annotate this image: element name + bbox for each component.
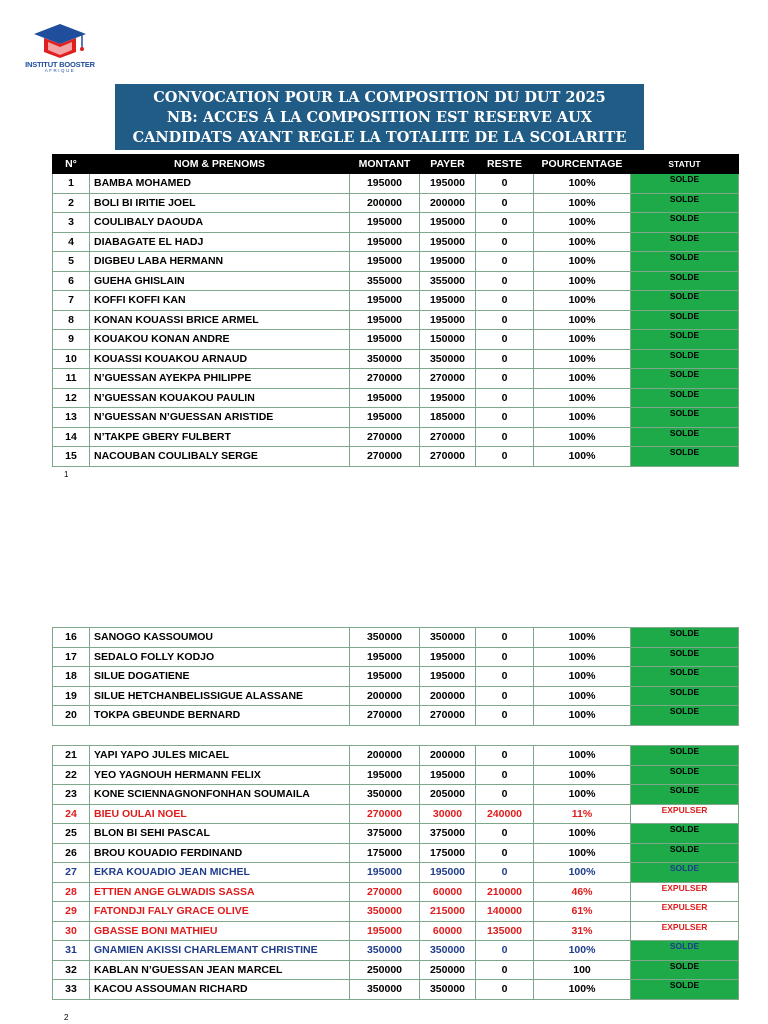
header-number: N°: [53, 155, 90, 174]
statut-cell: SOLDE: [631, 746, 739, 766]
montant-cell: 195000: [350, 232, 420, 252]
pourcentage-cell: 100%: [534, 271, 631, 291]
candidate-name-cell: SANOGO KASSOUMOU: [90, 628, 350, 648]
pourcentage-cell: 100%: [534, 765, 631, 785]
row-number-cell: 26: [53, 843, 90, 863]
reste-cell: 0: [476, 388, 534, 408]
statut-cell: SOLDE: [631, 310, 739, 330]
montant-cell: 195000: [350, 174, 420, 194]
candidate-name-cell: YAPI YAPO JULES MICAEL: [90, 746, 350, 766]
pourcentage-cell: 100%: [534, 447, 631, 467]
statut-cell: SOLDE: [631, 427, 739, 447]
candidate-name-cell: BAMBA MOHAMED: [90, 174, 350, 194]
pourcentage-cell: 46%: [534, 882, 631, 902]
statut-cell: SOLDE: [631, 388, 739, 408]
montant-cell: 270000: [350, 882, 420, 902]
table-row: [53, 960, 739, 980]
reste-cell: 0: [476, 980, 534, 1000]
reste-cell: 0: [476, 785, 534, 805]
table-row: [53, 921, 739, 941]
candidate-name-cell: GBASSE BONI MATHIEU: [90, 921, 350, 941]
statut-cell: SOLDE: [631, 349, 739, 369]
row-number-cell: 21: [53, 746, 90, 766]
candidate-name-cell: BIEU OULAI NOEL: [90, 804, 350, 824]
pourcentage-cell: 100%: [534, 388, 631, 408]
statut-cell: SOLDE: [631, 706, 739, 726]
payer-cell: 270000: [420, 447, 476, 467]
candidate-name-cell: KACOU ASSOUMAN RICHARD: [90, 980, 350, 1000]
table-row: [53, 804, 739, 824]
reste-cell: 0: [476, 706, 534, 726]
statut-cell: SOLDE: [631, 369, 739, 389]
reste-cell: 135000: [476, 921, 534, 941]
table-row: [53, 824, 739, 844]
reste-cell: 0: [476, 447, 534, 467]
candidate-name-cell: COULIBALY DAOUDA: [90, 213, 350, 233]
row-number-cell: 25: [53, 824, 90, 844]
pourcentage-cell: 100%: [534, 706, 631, 726]
candidate-name-cell: N’GUESSAN AYEKPA PHILIPPE: [90, 369, 350, 389]
payer-cell: 30000: [420, 804, 476, 824]
pourcentage-cell: 100%: [534, 252, 631, 272]
table-header-row: [53, 155, 739, 174]
pourcentage-cell: 100%: [534, 213, 631, 233]
candidate-name-cell: BROU KOUADIO FERDINAND: [90, 843, 350, 863]
montant-cell: 195000: [350, 863, 420, 883]
page-number: 1: [64, 470, 69, 479]
reste-cell: 0: [476, 193, 534, 213]
candidate-name-cell: NACOUBAN COULIBALY SERGE: [90, 447, 350, 467]
statut-cell: SOLDE: [631, 628, 739, 648]
montant-cell: 195000: [350, 252, 420, 272]
payer-cell: 200000: [420, 746, 476, 766]
logo-brand-text: INSTITUT BOOSTER: [25, 60, 95, 69]
table-row: [53, 310, 739, 330]
pourcentage-cell: 100%: [534, 647, 631, 667]
montant-cell: 270000: [350, 804, 420, 824]
payer-cell: 195000: [420, 174, 476, 194]
payer-cell: 175000: [420, 843, 476, 863]
table-row: [53, 213, 739, 233]
reste-cell: 0: [476, 408, 534, 428]
statut-cell: SOLDE: [631, 960, 739, 980]
statut-cell: SOLDE: [631, 252, 739, 272]
montant-cell: 350000: [350, 941, 420, 961]
row-number-cell: 9: [53, 330, 90, 350]
table-row: [53, 291, 739, 311]
statut-cell: SOLDE: [631, 667, 739, 687]
statut-cell: SOLDE: [631, 232, 739, 252]
candidate-name-cell: KABLAN N’GUESSAN JEAN MARCEL: [90, 960, 350, 980]
statut-cell: SOLDE: [631, 213, 739, 233]
montant-cell: 200000: [350, 193, 420, 213]
table-row: [53, 980, 739, 1000]
reste-cell: 0: [476, 628, 534, 648]
montant-cell: 200000: [350, 746, 420, 766]
candidate-name-cell: ETTIEN ANGE GLWADIS SASSA: [90, 882, 350, 902]
candidate-name-cell: KONE SCIENNAGNONFONHAN SOUMAILA: [90, 785, 350, 805]
row-number-cell: 3: [53, 213, 90, 233]
table-row: [53, 765, 739, 785]
statut-cell: SOLDE: [631, 408, 739, 428]
montant-cell: 195000: [350, 667, 420, 687]
payer-cell: 205000: [420, 785, 476, 805]
reste-cell: 0: [476, 863, 534, 883]
candidate-name-cell: SILUE DOGATIENE: [90, 667, 350, 687]
candidate-name-cell: FATONDJI FALY GRACE OLIVE: [90, 902, 350, 922]
reste-cell: 0: [476, 252, 534, 272]
payer-cell: 195000: [420, 388, 476, 408]
row-number-cell: 23: [53, 785, 90, 805]
payer-cell: 350000: [420, 941, 476, 961]
table-row: [53, 686, 739, 706]
row-number-cell: 27: [53, 863, 90, 883]
table-row: [53, 349, 739, 369]
reste-cell: 0: [476, 667, 534, 687]
reste-cell: 0: [476, 427, 534, 447]
montant-cell: 195000: [350, 213, 420, 233]
payer-cell: 195000: [420, 232, 476, 252]
reste-cell: 0: [476, 686, 534, 706]
pourcentage-cell: 100%: [534, 193, 631, 213]
row-number-cell: 20: [53, 706, 90, 726]
table-row: [53, 882, 739, 902]
reste-cell: 0: [476, 843, 534, 863]
candidate-name-cell: SEDALO FOLLY KODJO: [90, 647, 350, 667]
table-row: [53, 746, 739, 766]
row-number-cell: 11: [53, 369, 90, 389]
pourcentage-cell: 100%: [534, 330, 631, 350]
reste-cell: 0: [476, 232, 534, 252]
table-row: [53, 706, 739, 726]
statut-cell: SOLDE: [631, 647, 739, 667]
payer-cell: 195000: [420, 291, 476, 311]
payer-cell: 250000: [420, 960, 476, 980]
candidates-table-page-2-part-2: [52, 745, 739, 1000]
table-row: [53, 628, 739, 648]
payer-cell: 195000: [420, 252, 476, 272]
header-reste: RESTE: [476, 155, 534, 174]
candidate-name-cell: N’GUESSAN KOUAKOU PAULIN: [90, 388, 350, 408]
table-row: [53, 427, 739, 447]
reste-cell: 0: [476, 349, 534, 369]
table-row: [53, 252, 739, 272]
statut-cell: SOLDE: [631, 765, 739, 785]
table-row: [53, 785, 739, 805]
candidate-name-cell: KOUAKOU KONAN ANDRE: [90, 330, 350, 350]
row-number-cell: 28: [53, 882, 90, 902]
payer-cell: 350000: [420, 628, 476, 648]
candidate-name-cell: N’GUESSAN N’GUESSAN ARISTIDE: [90, 408, 350, 428]
candidate-name-cell: GNAMIEN AKISSI CHARLEMANT CHRISTINE: [90, 941, 350, 961]
table-row: [53, 174, 739, 194]
title-line-3: CANDIDATS AYANT REGLE LA TOTALITE DE LA SCOLARITE: [132, 129, 627, 146]
payer-cell: 150000: [420, 330, 476, 350]
row-number-cell: 32: [53, 960, 90, 980]
row-number-cell: 10: [53, 349, 90, 369]
reste-cell: 140000: [476, 902, 534, 922]
montant-cell: 355000: [350, 271, 420, 291]
pourcentage-cell: 100: [534, 960, 631, 980]
row-number-cell: 22: [53, 765, 90, 785]
title-line-2: NB: ACCES Á LA COMPOSITION EST RESERVE AUX: [166, 109, 593, 126]
row-number-cell: 18: [53, 667, 90, 687]
reste-cell: 0: [476, 647, 534, 667]
candidate-name-cell: KONAN KOUASSI BRICE ARMEL: [90, 310, 350, 330]
payer-cell: 200000: [420, 193, 476, 213]
statut-cell: SOLDE: [631, 863, 739, 883]
reste-cell: 0: [476, 824, 534, 844]
statut-cell: SOLDE: [631, 291, 739, 311]
statut-cell: SOLDE: [631, 447, 739, 467]
montant-cell: 195000: [350, 408, 420, 428]
montant-cell: 270000: [350, 447, 420, 467]
row-number-cell: 17: [53, 647, 90, 667]
table-row: [53, 647, 739, 667]
pourcentage-cell: 100%: [534, 863, 631, 883]
pourcentage-cell: 31%: [534, 921, 631, 941]
pourcentage-cell: 100%: [534, 291, 631, 311]
row-number-cell: 2: [53, 193, 90, 213]
montant-cell: 195000: [350, 388, 420, 408]
candidate-name-cell: EKRA KOUADIO JEAN MICHEL: [90, 863, 350, 883]
candidate-name-cell: DIGBEU LABA HERMANN: [90, 252, 350, 272]
pourcentage-cell: 100%: [534, 232, 631, 252]
header-name: NOM & PRENOMS: [90, 155, 350, 174]
reste-cell: 0: [476, 369, 534, 389]
candidate-name-cell: KOFFI KOFFI KAN: [90, 291, 350, 311]
pourcentage-cell: 100%: [534, 408, 631, 428]
montant-cell: 195000: [350, 765, 420, 785]
statut-cell: SOLDE: [631, 785, 739, 805]
payer-cell: 215000: [420, 902, 476, 922]
montant-cell: 195000: [350, 310, 420, 330]
statut-cell: SOLDE: [631, 193, 739, 213]
montant-cell: 270000: [350, 706, 420, 726]
payer-cell: 195000: [420, 863, 476, 883]
statut-cell: SOLDE: [631, 330, 739, 350]
pourcentage-cell: 100%: [534, 427, 631, 447]
row-number-cell: 29: [53, 902, 90, 922]
payer-cell: 350000: [420, 980, 476, 1000]
candidate-name-cell: TOKPA GBEUNDE BERNARD: [90, 706, 350, 726]
table-row: [53, 388, 739, 408]
graduation-cap-icon: [32, 22, 88, 60]
row-number-cell: 30: [53, 921, 90, 941]
payer-cell: 270000: [420, 706, 476, 726]
payer-cell: 60000: [420, 882, 476, 902]
reste-cell: 0: [476, 271, 534, 291]
reste-cell: 0: [476, 310, 534, 330]
pourcentage-cell: 100%: [534, 174, 631, 194]
candidates-table-page-2-part-1: [52, 627, 739, 726]
candidate-name-cell: BLON BI SEHI PASCAL: [90, 824, 350, 844]
montant-cell: 350000: [350, 349, 420, 369]
payer-cell: 60000: [420, 921, 476, 941]
pourcentage-cell: 100%: [534, 785, 631, 805]
statut-cell: EXPULSER: [631, 804, 739, 824]
montant-cell: 250000: [350, 960, 420, 980]
statut-cell: SOLDE: [631, 980, 739, 1000]
reste-cell: 0: [476, 330, 534, 350]
table-row: [53, 369, 739, 389]
pourcentage-cell: 100%: [534, 824, 631, 844]
statut-cell: EXPULSER: [631, 921, 739, 941]
reste-cell: 0: [476, 960, 534, 980]
montant-cell: 350000: [350, 902, 420, 922]
row-number-cell: 31: [53, 941, 90, 961]
candidate-name-cell: GUEHA GHISLAIN: [90, 271, 350, 291]
statut-cell: EXPULSER: [631, 902, 739, 922]
montant-cell: 350000: [350, 628, 420, 648]
payer-cell: 185000: [420, 408, 476, 428]
pourcentage-cell: 100%: [534, 628, 631, 648]
table-row: [53, 271, 739, 291]
row-number-cell: 33: [53, 980, 90, 1000]
candidate-name-cell: YEO YAGNOUH HERMANN FELIX: [90, 765, 350, 785]
candidate-name-cell: DIABAGATE EL HADJ: [90, 232, 350, 252]
table-row: [53, 941, 739, 961]
title-line-1: CONVOCATION POUR LA COMPOSITION DU DUT 2025: [153, 89, 606, 106]
reste-cell: 0: [476, 174, 534, 194]
payer-cell: 195000: [420, 213, 476, 233]
page-title-banner: [115, 84, 644, 150]
reste-cell: 0: [476, 746, 534, 766]
montant-cell: 200000: [350, 686, 420, 706]
row-number-cell: 8: [53, 310, 90, 330]
header-statut: STATUT: [631, 155, 739, 174]
payer-cell: 195000: [420, 310, 476, 330]
pourcentage-cell: 100%: [534, 349, 631, 369]
statut-cell: SOLDE: [631, 824, 739, 844]
table-row: [53, 408, 739, 428]
montant-cell: 195000: [350, 291, 420, 311]
payer-cell: 195000: [420, 647, 476, 667]
montant-cell: 195000: [350, 921, 420, 941]
row-number-cell: 1: [53, 174, 90, 194]
montant-cell: 195000: [350, 330, 420, 350]
table-row: [53, 667, 739, 687]
candidates-table-page-1: [52, 154, 739, 467]
pourcentage-cell: 100%: [534, 843, 631, 863]
header-payer: PAYER: [420, 155, 476, 174]
statut-cell: EXPULSER: [631, 882, 739, 902]
montant-cell: 350000: [350, 980, 420, 1000]
page-number: 2: [64, 1013, 69, 1022]
row-number-cell: 16: [53, 628, 90, 648]
logo-sub-text: AFRIQUE: [44, 68, 76, 73]
candidate-name-cell: SILUE HETCHANBELISSIGUE ALASSANE: [90, 686, 350, 706]
payer-cell: 355000: [420, 271, 476, 291]
montant-cell: 375000: [350, 824, 420, 844]
table-row: [53, 902, 739, 922]
montant-cell: 270000: [350, 369, 420, 389]
candidate-name-cell: BOLI BI IRITIE JOEL: [90, 193, 350, 213]
pourcentage-cell: 100%: [534, 686, 631, 706]
payer-cell: 195000: [420, 667, 476, 687]
statut-cell: SOLDE: [631, 271, 739, 291]
reste-cell: 240000: [476, 804, 534, 824]
table-row: [53, 447, 739, 467]
statut-cell: SOLDE: [631, 686, 739, 706]
payer-cell: 270000: [420, 427, 476, 447]
reste-cell: 210000: [476, 882, 534, 902]
pourcentage-cell: 100%: [534, 369, 631, 389]
payer-cell: 195000: [420, 765, 476, 785]
row-number-cell: 13: [53, 408, 90, 428]
pourcentage-cell: 100%: [534, 310, 631, 330]
payer-cell: 375000: [420, 824, 476, 844]
row-number-cell: 14: [53, 427, 90, 447]
payer-cell: 350000: [420, 349, 476, 369]
header-pourcentage: POURCENTAGE: [534, 155, 631, 174]
montant-cell: 270000: [350, 427, 420, 447]
table-row: [53, 330, 739, 350]
pourcentage-cell: 100%: [534, 667, 631, 687]
row-number-cell: 24: [53, 804, 90, 824]
table-row: [53, 863, 739, 883]
row-number-cell: 5: [53, 252, 90, 272]
pourcentage-cell: 100%: [534, 941, 631, 961]
pourcentage-cell: 100%: [534, 746, 631, 766]
montant-cell: 195000: [350, 647, 420, 667]
row-number-cell: 19: [53, 686, 90, 706]
montant-cell: 350000: [350, 785, 420, 805]
row-number-cell: 4: [53, 232, 90, 252]
payer-cell: 200000: [420, 686, 476, 706]
reste-cell: 0: [476, 213, 534, 233]
reste-cell: 0: [476, 765, 534, 785]
table-row: [53, 193, 739, 213]
header-montant: MONTANT: [350, 155, 420, 174]
pourcentage-cell: 100%: [534, 980, 631, 1000]
row-number-cell: 15: [53, 447, 90, 467]
statut-cell: SOLDE: [631, 941, 739, 961]
statut-cell: SOLDE: [631, 174, 739, 194]
reste-cell: 0: [476, 941, 534, 961]
montant-cell: 175000: [350, 843, 420, 863]
table-row: [53, 232, 739, 252]
institut-booster-logo: [22, 22, 98, 74]
pourcentage-cell: 61%: [534, 902, 631, 922]
pourcentage-cell: 11%: [534, 804, 631, 824]
row-number-cell: 6: [53, 271, 90, 291]
row-number-cell: 7: [53, 291, 90, 311]
candidate-name-cell: N’TAKPE GBERY FULBERT: [90, 427, 350, 447]
row-number-cell: 12: [53, 388, 90, 408]
candidate-name-cell: KOUASSI KOUAKOU ARNAUD: [90, 349, 350, 369]
payer-cell: 270000: [420, 369, 476, 389]
statut-cell: SOLDE: [631, 843, 739, 863]
table-row: [53, 843, 739, 863]
reste-cell: 0: [476, 291, 534, 311]
